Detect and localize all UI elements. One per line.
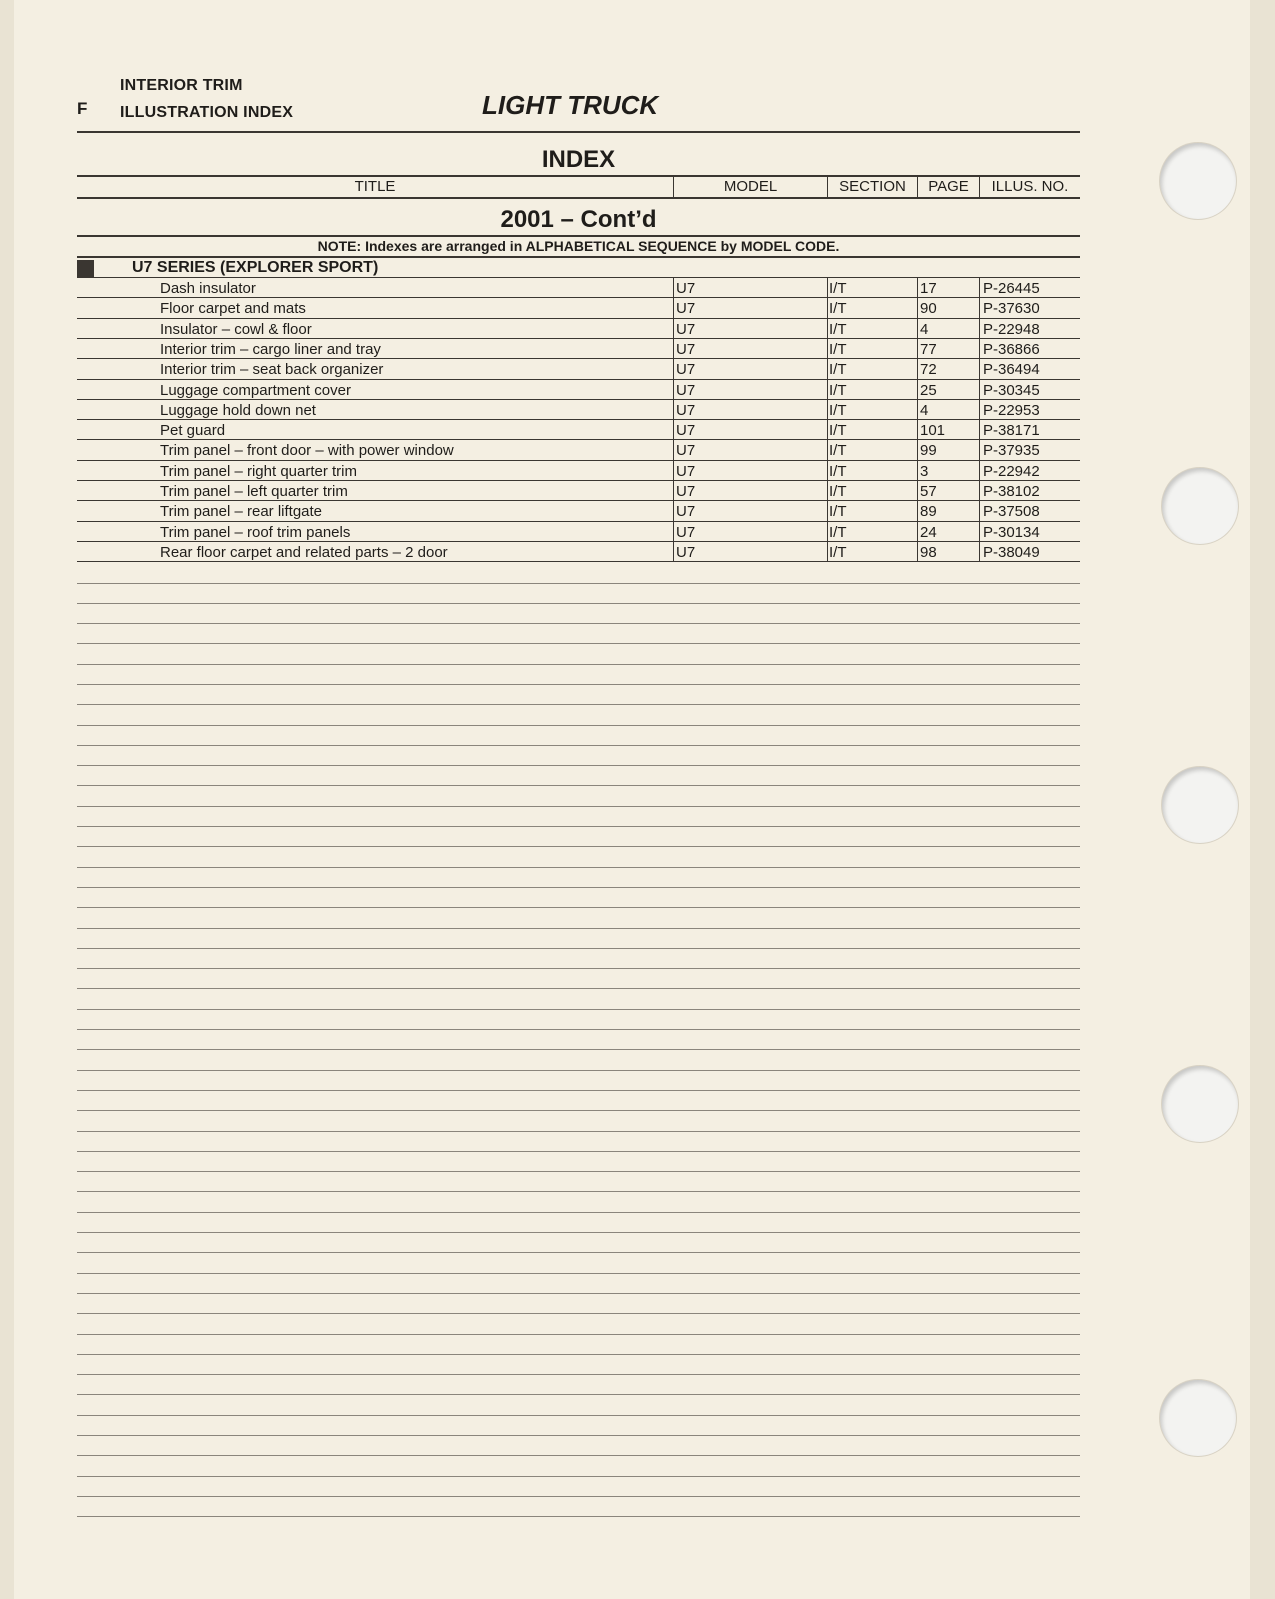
table-row <box>77 319 1080 339</box>
empty-rule <box>77 1232 1080 1233</box>
page-title: LIGHT TRUCK <box>482 90 659 120</box>
col-divider <box>827 298 828 318</box>
empty-rule <box>77 1496 1080 1497</box>
table-row <box>77 400 1080 420</box>
row-model: U7 <box>676 300 696 318</box>
row-title: Dash insulator <box>160 280 256 297</box>
col-divider <box>827 420 828 440</box>
row-page: 24 <box>920 523 937 541</box>
row-section: I/T <box>829 543 847 561</box>
col-divider <box>917 278 918 298</box>
row-model: U7 <box>676 442 696 460</box>
index-title: INDEX <box>541 146 616 173</box>
empty-rule <box>77 1435 1080 1436</box>
col-divider <box>979 177 980 197</box>
col-divider <box>917 380 918 400</box>
col-divider <box>827 380 828 400</box>
binder-hole-3 <box>1162 767 1238 843</box>
col-divider <box>917 339 918 359</box>
section-line-2: ILLUSTRATION INDEX <box>120 104 294 121</box>
empty-rule <box>77 1476 1080 1477</box>
col-divider <box>917 501 918 521</box>
empty-rule <box>77 684 1080 685</box>
year-rule <box>77 235 1080 237</box>
col-divider <box>917 298 918 318</box>
row-title: Rear floor carpet and related parts – 2 door <box>160 543 448 561</box>
empty-rule <box>77 603 1080 604</box>
row-illus: P-37508 <box>983 503 1040 521</box>
empty-rule <box>77 1131 1080 1132</box>
empty-rule <box>77 846 1080 847</box>
row-page: 4 <box>920 401 929 419</box>
col-divider <box>673 177 674 197</box>
table-row <box>77 461 1080 481</box>
row-page: 57 <box>920 483 937 500</box>
row-model: U7 <box>676 320 696 338</box>
col-divider <box>917 461 918 481</box>
row-page: 4 <box>920 320 929 338</box>
binder-hole-4 <box>1162 1066 1238 1142</box>
empty-rule <box>77 623 1080 624</box>
row-title: Interior trim – seat back organizer <box>160 361 384 379</box>
row-section: I/T <box>829 300 847 318</box>
empty-rule <box>77 1334 1080 1335</box>
col-page: PAGE <box>928 178 969 195</box>
row-title: Trim panel – left quarter trim <box>160 483 348 500</box>
col-divider <box>827 522 828 542</box>
row-illus: P-30345 <box>983 381 1040 399</box>
empty-rule <box>77 1374 1080 1375</box>
row-page: 17 <box>920 280 937 297</box>
empty-rule <box>77 1009 1080 1010</box>
row-title: Floor carpet and mats <box>160 300 306 318</box>
row-page: 3 <box>920 462 929 480</box>
col-model: MODEL <box>723 178 778 195</box>
row-section: I/T <box>829 483 847 500</box>
empty-rule <box>77 664 1080 665</box>
row-section: I/T <box>829 320 847 338</box>
header-rule <box>77 131 1080 133</box>
col-divider <box>979 339 980 359</box>
row-page: 101 <box>920 422 946 440</box>
col-divider <box>979 278 980 298</box>
row-title: Insulator – cowl & floor <box>160 320 312 338</box>
row-page: 77 <box>920 340 937 358</box>
row-rule <box>77 561 1080 562</box>
row-illus: P-36866 <box>983 340 1040 358</box>
empty-rule <box>77 867 1080 868</box>
row-page: 72 <box>920 361 937 379</box>
row-illus: P-22948 <box>983 320 1040 338</box>
empty-rule <box>77 988 1080 989</box>
empty-rule <box>77 1455 1080 1456</box>
col-divider <box>917 400 918 420</box>
col-divider <box>673 339 674 359</box>
row-section: I/T <box>829 381 847 399</box>
table-row <box>77 501 1080 521</box>
col-divider <box>979 298 980 318</box>
row-title: Trim panel – front door – with power window <box>160 442 454 460</box>
col-divider <box>979 481 980 501</box>
empty-rule <box>77 968 1080 969</box>
col-illus: ILLUS. NO. <box>991 178 1069 195</box>
row-title: Pet guard <box>160 422 226 440</box>
table-row <box>77 278 1080 298</box>
empty-rule <box>77 1029 1080 1030</box>
row-model: U7 <box>676 503 696 521</box>
series-heading-label: U7 SERIES (EXPLORER SPORT) <box>132 259 379 276</box>
binder-hole-1 <box>1160 143 1236 219</box>
column-header-row <box>77 175 1080 199</box>
col-divider <box>827 339 828 359</box>
col-divider <box>917 542 918 562</box>
empty-rule <box>77 785 1080 786</box>
empty-rule <box>77 907 1080 908</box>
empty-rule <box>77 948 1080 949</box>
row-rule <box>77 277 1080 278</box>
table-row <box>77 420 1080 440</box>
year-heading: 2001 – Cont’d <box>500 206 657 233</box>
empty-rule <box>77 704 1080 705</box>
empty-rule <box>77 745 1080 746</box>
row-section: I/T <box>829 340 847 358</box>
row-title: Interior trim – cargo liner and tray <box>160 340 381 358</box>
row-title: Trim panel – rear liftgate <box>160 503 323 521</box>
col-divider <box>827 278 828 298</box>
row-illus: P-30134 <box>983 523 1040 541</box>
empty-rule <box>77 1212 1080 1213</box>
col-divider <box>917 359 918 379</box>
empty-rule <box>77 1293 1080 1294</box>
row-page: 25 <box>920 381 937 399</box>
row-page: 99 <box>920 442 937 460</box>
row-page: 98 <box>920 543 937 561</box>
col-divider <box>827 481 828 501</box>
col-divider <box>673 380 674 400</box>
empty-rule <box>77 1273 1080 1274</box>
series-heading <box>77 258 1080 278</box>
col-divider <box>673 522 674 542</box>
col-divider <box>917 319 918 339</box>
row-model: U7 <box>676 340 696 358</box>
empty-rule <box>77 1090 1080 1091</box>
col-divider <box>673 501 674 521</box>
section-header <box>120 72 293 126</box>
row-model: U7 <box>676 523 696 541</box>
col-divider <box>917 481 918 501</box>
row-section: I/T <box>829 422 847 440</box>
row-illus: P-36494 <box>983 361 1040 379</box>
row-illus: P-37935 <box>983 442 1040 460</box>
row-model: U7 <box>676 543 696 561</box>
empty-rule <box>77 1516 1080 1517</box>
row-section: I/T <box>829 361 847 379</box>
col-divider <box>979 319 980 339</box>
row-model: U7 <box>676 361 696 379</box>
empty-rule <box>77 928 1080 929</box>
row-section: I/T <box>829 280 847 297</box>
row-page: 90 <box>920 300 937 318</box>
col-divider <box>673 440 674 460</box>
col-divider <box>827 542 828 562</box>
col-divider <box>673 420 674 440</box>
row-section: I/T <box>829 503 847 521</box>
row-model: U7 <box>676 280 696 297</box>
table-row <box>77 481 1080 501</box>
empty-rule <box>77 643 1080 644</box>
row-illus: P-22953 <box>983 401 1040 419</box>
col-divider <box>673 461 674 481</box>
empty-rule <box>77 887 1080 888</box>
row-title: Luggage compartment cover <box>160 381 351 399</box>
col-divider <box>827 440 828 460</box>
table-row <box>77 359 1080 379</box>
row-title: Trim panel – roof trim panels <box>160 523 351 541</box>
row-title: Trim panel – right quarter trim <box>160 462 358 480</box>
table-row <box>77 522 1080 542</box>
col-divider <box>979 461 980 481</box>
empty-rule <box>77 1070 1080 1071</box>
row-model: U7 <box>676 401 696 419</box>
section-line-1: INTERIOR TRIM <box>120 77 243 94</box>
table-row <box>77 339 1080 359</box>
row-section: I/T <box>829 401 847 419</box>
row-illus: P-26445 <box>983 280 1040 297</box>
col-divider <box>827 319 828 339</box>
table-row <box>77 440 1080 460</box>
row-model: U7 <box>676 462 696 480</box>
row-section: I/T <box>829 523 847 541</box>
col-section: SECTION <box>839 178 906 195</box>
empty-rule <box>77 1151 1080 1152</box>
series-marker-icon <box>77 260 94 277</box>
col-divider <box>979 400 980 420</box>
row-section: I/T <box>829 462 847 480</box>
binder-hole-2 <box>1162 468 1238 544</box>
col-divider <box>827 501 828 521</box>
col-divider <box>979 380 980 400</box>
table-row <box>77 298 1080 318</box>
empty-rule <box>77 1252 1080 1253</box>
section-letter: F <box>77 99 88 118</box>
col-divider <box>979 359 980 379</box>
binder-hole-5 <box>1160 1380 1236 1456</box>
row-model: U7 <box>676 422 696 440</box>
empty-rule <box>77 1415 1080 1416</box>
col-divider <box>673 359 674 379</box>
col-divider <box>979 440 980 460</box>
col-divider <box>979 542 980 562</box>
empty-rule <box>77 1354 1080 1355</box>
empty-rule <box>77 1191 1080 1192</box>
col-divider <box>917 177 918 197</box>
alphabetical-note: NOTE: Indexes are arranged in ALPHABETICAL SEQUENCE by MODEL CODE. <box>317 238 840 254</box>
row-illus: P-37630 <box>983 300 1040 318</box>
col-divider <box>827 400 828 420</box>
empty-rule <box>77 725 1080 726</box>
empty-rule <box>77 1313 1080 1314</box>
row-model: U7 <box>676 483 696 500</box>
empty-rule <box>77 583 1080 584</box>
col-divider <box>673 298 674 318</box>
col-divider <box>827 177 828 197</box>
col-divider <box>673 542 674 562</box>
row-section: I/T <box>829 442 847 460</box>
empty-rule <box>77 1394 1080 1395</box>
col-divider <box>979 420 980 440</box>
table-row <box>77 542 1080 562</box>
empty-rule <box>77 1110 1080 1111</box>
empty-rule <box>77 826 1080 827</box>
empty-rule <box>77 806 1080 807</box>
col-divider <box>979 522 980 542</box>
col-divider <box>979 501 980 521</box>
row-illus: P-38171 <box>983 422 1040 440</box>
col-divider <box>673 319 674 339</box>
empty-rule <box>77 765 1080 766</box>
empty-rule <box>77 1171 1080 1172</box>
col-divider <box>917 440 918 460</box>
col-divider <box>827 461 828 481</box>
row-illus: P-22942 <box>983 462 1040 480</box>
col-divider <box>673 400 674 420</box>
col-divider <box>917 522 918 542</box>
col-divider <box>673 278 674 298</box>
row-model: U7 <box>676 381 696 399</box>
empty-rule <box>77 1049 1080 1050</box>
row-title: Luggage hold down net <box>160 401 316 419</box>
col-divider <box>827 359 828 379</box>
col-divider <box>673 481 674 501</box>
table-row <box>77 380 1080 400</box>
col-divider <box>917 420 918 440</box>
row-page: 89 <box>920 503 937 521</box>
row-illus: P-38102 <box>983 483 1040 500</box>
row-illus: P-38049 <box>983 543 1040 561</box>
col-title: TITLE <box>354 178 396 195</box>
